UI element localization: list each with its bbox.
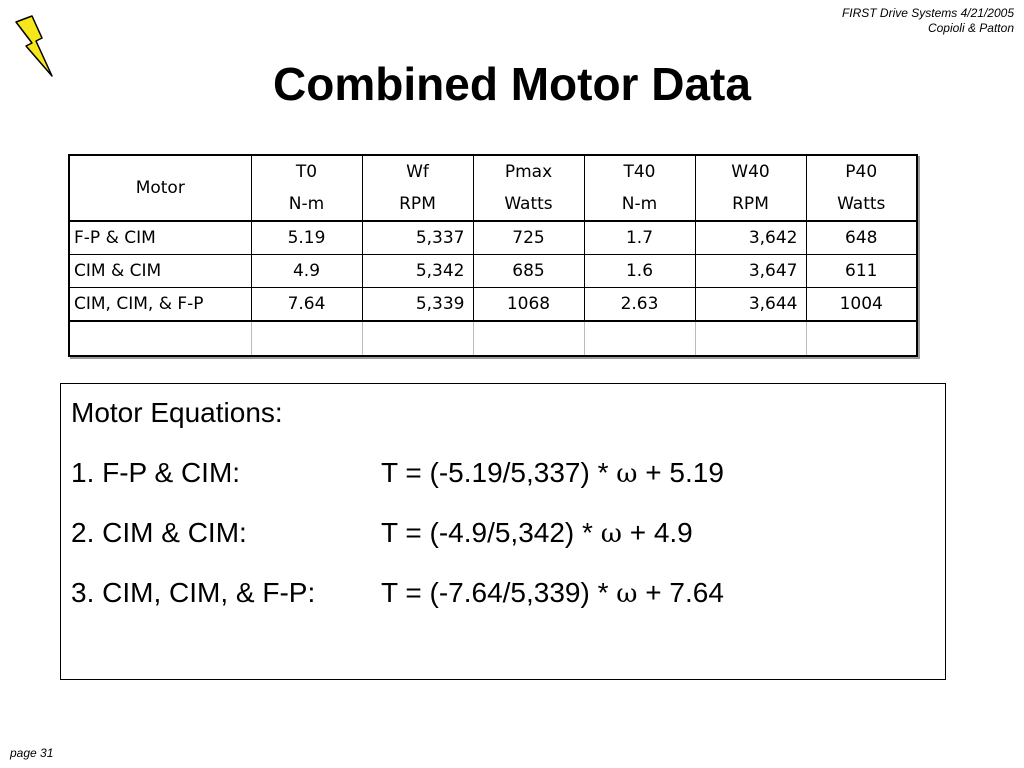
column-header [695, 155, 806, 221]
table-cell: 3,647 [695, 255, 806, 288]
table-cell: 1068 [473, 288, 584, 322]
equation-label: 1. F-P & CIM: [71, 457, 241, 488]
table-cell: 648 [806, 221, 917, 255]
column-header [806, 155, 917, 221]
column-header-unit: N-m [288, 194, 325, 214]
table-cell-empty [251, 321, 362, 356]
column-header-label: T0 [295, 162, 318, 182]
header-line-2: Copioli & Patton [927, 21, 1014, 35]
equation-expr-end: + 7.64 [637, 577, 724, 608]
table-cell: 1004 [806, 288, 917, 322]
table-row-empty [69, 321, 917, 356]
equation-label: 2. CIM & CIM: [71, 517, 247, 548]
omega-symbol: ω [616, 579, 638, 609]
page-number: page 31 [10, 746, 54, 760]
column-header-unit: Watts [504, 194, 553, 214]
equation-expr-start: T = (-4.9/5,342) * [381, 517, 601, 548]
equation-expression [381, 456, 724, 491]
table-cell: 3,642 [695, 221, 806, 255]
equation-expr-start: T = (-7.64/5,339) * [381, 577, 617, 608]
equation-line [71, 456, 724, 491]
equations-heading: Motor Equations: [71, 397, 283, 428]
table-cell-motor: F-P & CIM [69, 221, 251, 255]
table-cell: 1.6 [584, 255, 695, 288]
table-cell: 5,342 [362, 255, 473, 288]
table-row [69, 255, 917, 288]
column-header-unit: RPM [732, 194, 769, 214]
table-row [69, 221, 917, 255]
table-cell: 611 [806, 255, 917, 288]
column-header-label: W40 [731, 162, 770, 182]
table-cell-motor: CIM & CIM [69, 255, 251, 288]
table-cell-empty [695, 321, 806, 356]
motor-equations-box [60, 383, 946, 680]
omega-symbol: ω [600, 519, 622, 549]
equation-expr-end: + 4.9 [621, 517, 693, 548]
column-header-label: Pmax [504, 162, 553, 182]
table-cell: 2.63 [584, 288, 695, 322]
page-title: Combined Motor Data [273, 58, 751, 110]
column-header-unit: N-m [621, 194, 658, 214]
table-cell: 4.9 [251, 255, 362, 288]
table-cell-empty [69, 321, 251, 356]
column-header [69, 155, 251, 221]
column-header-label: P40 [845, 162, 878, 182]
column-header-label: T40 [623, 162, 656, 182]
table-header-row [69, 155, 917, 221]
motor-data-table [68, 154, 918, 357]
header-note [842, 6, 1014, 36]
table-cell: 725 [473, 221, 584, 255]
table-cell: 5,337 [362, 221, 473, 255]
table-cell: 1.7 [584, 221, 695, 255]
table-cell-empty [584, 321, 695, 356]
table-cell-motor: CIM, CIM, & F-P [69, 288, 251, 322]
column-header [362, 155, 473, 221]
equation-expr-start: T = (-5.19/5,337) * [381, 457, 617, 488]
table-cell: 7.64 [251, 288, 362, 322]
table-cell-empty [806, 321, 917, 356]
table-cell-empty [473, 321, 584, 356]
column-header-unit: RPM [399, 194, 436, 214]
table-cell: 3,644 [695, 288, 806, 322]
table-row [69, 288, 917, 322]
header-line-1: FIRST Drive Systems 4/21/2005 [841, 6, 1014, 20]
equation-line [71, 516, 693, 551]
equation-expression [381, 516, 693, 551]
table-cell: 5.19 [251, 221, 362, 255]
table-cell: 685 [473, 255, 584, 288]
equation-label: 3. CIM, CIM, & F-P: [71, 577, 316, 608]
table-cell-empty [362, 321, 473, 356]
column-header [473, 155, 584, 221]
table-cell: 5,339 [362, 288, 473, 322]
column-header-label: Wf [406, 162, 429, 182]
equation-line [71, 576, 724, 611]
column-header-label: Motor [135, 178, 185, 198]
column-header-unit: Watts [837, 194, 886, 214]
column-header [251, 155, 362, 221]
equation-expression [381, 576, 724, 611]
equation-expr-end: + 5.19 [637, 457, 724, 488]
column-header [584, 155, 695, 221]
omega-symbol: ω [616, 459, 638, 489]
